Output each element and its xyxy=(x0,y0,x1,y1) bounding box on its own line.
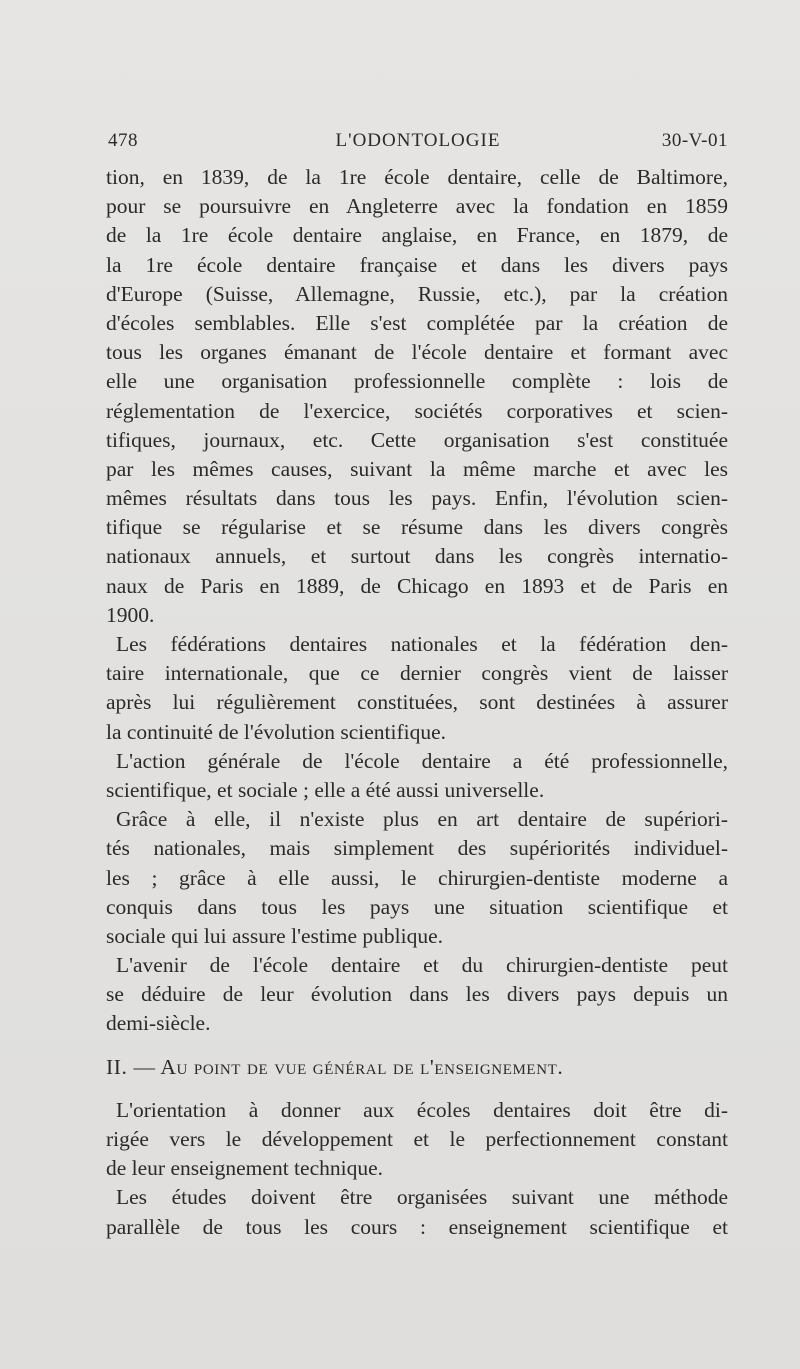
text-line: L'avenir de l'école dentaire et du chirurgien-dentiste peut xyxy=(116,953,728,978)
issue-date: 30-V-01 xyxy=(661,130,728,151)
text-line: L'action générale de l'école dentaire a été professionnelle, xyxy=(116,748,728,773)
section-gap xyxy=(106,1082,728,1096)
text-line: taire internationale, que ce dernier congrès vient de laisser xyxy=(106,661,728,686)
text-line: parallèle de tous les cours : enseignement scientifique et xyxy=(106,1214,728,1239)
text-line: 1900. xyxy=(106,602,155,627)
text-line: réglementation de l'exercice, sociétés corporatives et scien- xyxy=(106,398,728,423)
text-line: de la 1re école dentaire anglaise, en France, en 1879, de xyxy=(106,223,728,248)
text-line: nationaux annuels, et surtout dans les congrès internatio- xyxy=(106,544,728,569)
section-gap xyxy=(106,1039,728,1053)
text-line: tifiques, journaux, etc. Cette organisation s'est constituée xyxy=(106,427,728,452)
text-line: tés nationales, mais simplement des supériorités individuel- xyxy=(106,836,728,861)
page-number: 478 xyxy=(108,130,138,151)
text-line: se déduire de leur évolution dans les divers pays depuis un xyxy=(106,982,728,1007)
page-body xyxy=(106,163,728,1242)
text-line: rigée vers le développement et le perfectionnement constant xyxy=(106,1127,728,1151)
text-line: tion, en 1839, de la 1re école dentaire, celle de Baltimore, xyxy=(106,165,728,189)
text-line: elle une organisation professionnelle complète : lois de xyxy=(106,369,728,394)
journal-title: L'ODONTOLOGIE xyxy=(335,130,501,151)
text-line: la continuité de l'évolution scientifique. xyxy=(106,719,447,744)
running-header xyxy=(108,130,728,160)
text-line: par les mêmes causes, suivant la même marche et avec les xyxy=(106,456,728,481)
text-line: pour se poursuivre en Angleterre avec la fondation en 1859 xyxy=(106,194,728,219)
text-line: conquis dans tous les pays une situation scientifique et xyxy=(106,894,728,919)
text-line: Grâce à elle, il n'existe plus en art dentaire de supériori- xyxy=(116,807,728,832)
text-line: naux de Paris en 1889, de Chicago en 1893 et de Paris en xyxy=(106,573,728,598)
text-line: les ; grâce à elle aussi, le chirurgien-dentiste moderne a xyxy=(106,865,728,890)
text-line: demi-siècle. xyxy=(106,1011,211,1036)
text-line: sociale qui lui assure l'estime publique. xyxy=(106,923,444,948)
text-line: L'orientation à donner aux écoles dentaires doit être di- xyxy=(116,1097,728,1122)
text-line: mêmes résultats dans tous les pays. Enfin, l'évolution scien- xyxy=(106,486,728,511)
text-line: d'écoles semblables. Elle s'est complétée par la création de xyxy=(106,310,728,335)
text-line: de leur enseignement technique. xyxy=(106,1156,384,1181)
text-line: tifique se régularise et se résume dans les divers congrès xyxy=(106,515,728,540)
text-line: Les fédérations dentaires nationales et la fédération den- xyxy=(116,632,728,656)
text-line: scientifique, et sociale ; elle a été aussi universelle. xyxy=(106,777,545,802)
text-line: d'Europe (Suisse, Allemagne, Russie, etc.), par la création xyxy=(106,281,728,306)
text-line: Les études doivent être organisées suivant une méthode xyxy=(116,1185,728,1210)
section-heading: II. — Au point de vue général de l'enseignement. xyxy=(106,1054,564,1079)
text-line: après lui régulièrement constituées, sont destinées à assurer xyxy=(106,690,728,715)
text-line: tous les organes émanant de l'école dentaire et formant avec xyxy=(106,340,728,365)
text-line: la 1re école dentaire française et dans les divers pays xyxy=(106,252,728,277)
